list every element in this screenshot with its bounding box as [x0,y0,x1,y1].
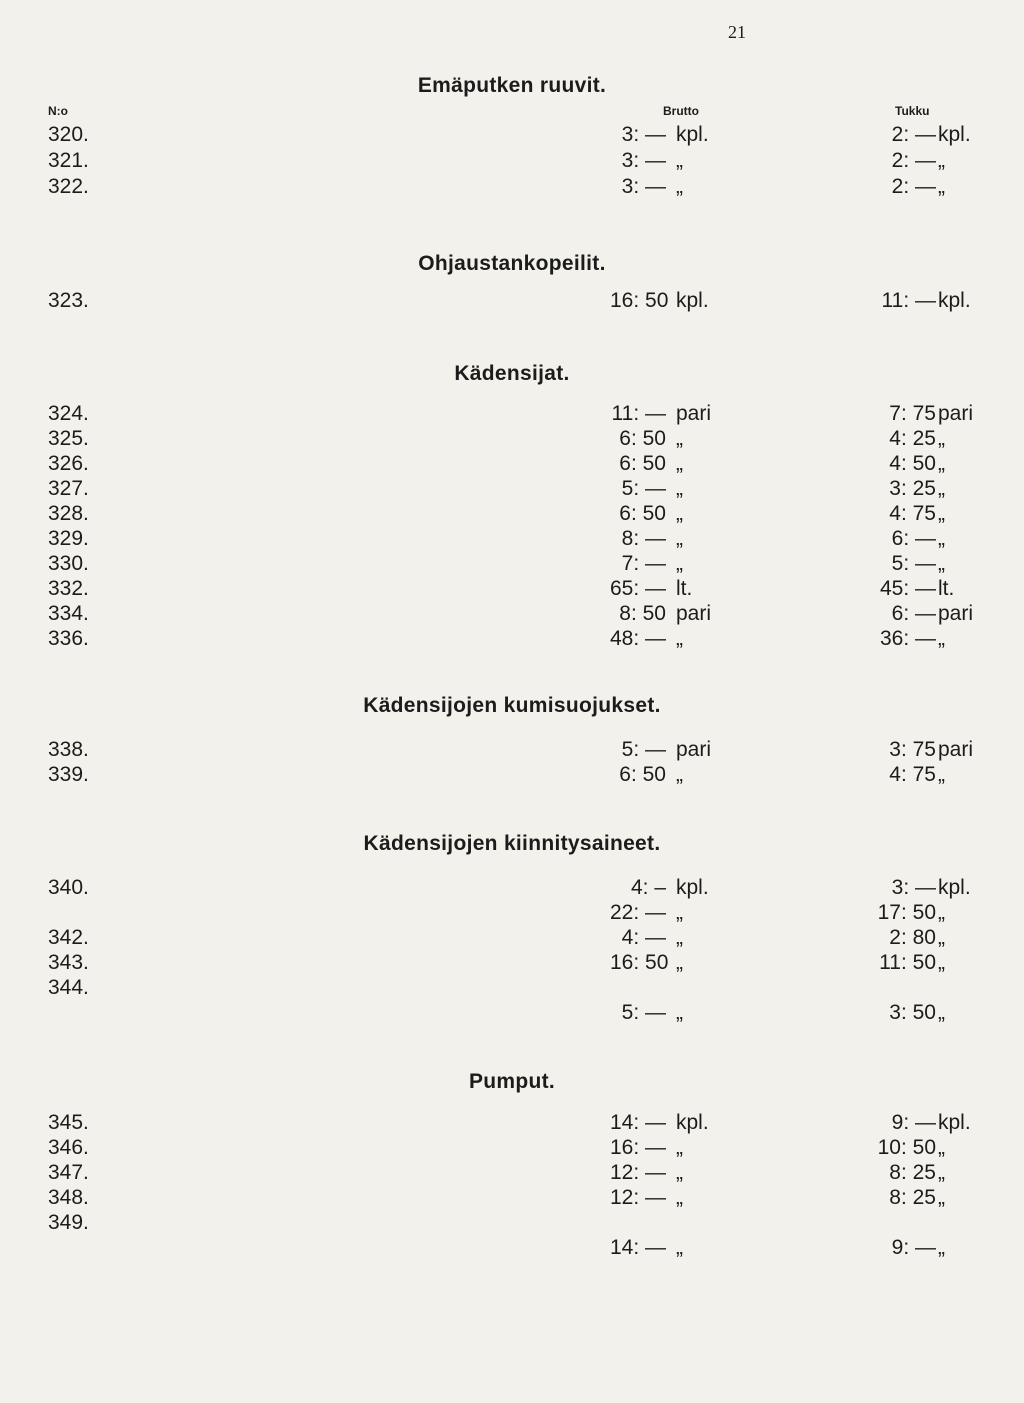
item-number: 343. [48,951,89,974]
brutto-price: 22: — [610,901,667,924]
brutto-price: 8: 50 [619,602,666,625]
section-heading: Kädensijat. [454,362,570,385]
price-row [0,401,1024,426]
tukku-price: 2: 80 [889,926,936,949]
price-row [0,601,1024,626]
tukku-unit: „ [938,477,945,500]
brutto-unit: „ [676,502,683,525]
item-number: 347. [48,1161,89,1184]
tukku-price: 9: — [891,1236,936,1259]
tukku-price: 4: 50 [889,452,936,475]
tukku-unit: „ [938,1186,945,1209]
brutto-unit: kpl. [676,289,709,312]
tukku-unit: „ [938,452,945,475]
brutto-unit: pari [676,402,712,425]
brutto-unit: kpl. [676,1111,709,1134]
brutto-unit: pari [676,602,712,625]
brutto-price: 11: — [611,402,666,425]
tukku-price: 11: — [881,289,936,312]
tukku-unit: pari [938,402,974,425]
tukku-price: 3: 25 [889,477,936,500]
tukku-unit: „ [938,901,945,924]
price-row [0,426,1024,451]
brutto-unit: „ [676,477,683,500]
item-number: 323. [48,289,89,312]
brutto-unit: „ [676,1001,683,1024]
brutto-price: 16: 50 [610,289,669,312]
tukku-unit: „ [938,175,945,198]
brutto-unit: „ [676,175,683,198]
price-row [0,737,1024,762]
price-row [0,925,1024,950]
tukku-unit: „ [938,1161,945,1184]
item-number: 324. [48,402,89,425]
brutto-price: 4: — [621,926,666,949]
item-number: 345. [48,1111,89,1134]
tukku-price: 3: — [891,876,936,899]
brutto-price: 6: 50 [619,427,666,450]
price-row [0,551,1024,576]
item-number: 330. [48,552,89,575]
tukku-price: 2: — [891,123,936,146]
price-row [0,1210,1024,1235]
item-number: 326. [48,452,89,475]
tukku-unit: pari [938,602,974,625]
brutto-unit: „ [676,763,683,786]
tukku-price: 7: 75 [889,402,936,425]
brutto-price: 16: — [610,1136,667,1159]
price-row [0,975,1024,1000]
price-row [0,1185,1024,1210]
column-header-no: N:o [48,104,68,118]
item-number: 329. [48,527,89,550]
brutto-price: 5: — [621,1001,666,1024]
tukku-price: 4: 25 [889,427,936,450]
tukku-unit: „ [938,552,945,575]
tukku-price: 8: 25 [889,1186,936,1209]
price-row [0,476,1024,501]
column-header-brutto: Brutto [663,104,699,118]
section-heading: Emäputken ruuvit. [417,74,607,97]
tukku-unit: pari [938,738,974,761]
price-row [0,626,1024,651]
tukku-unit: „ [938,1236,945,1259]
brutto-unit: pari [676,738,712,761]
brutto-price: 16: 50 [610,951,669,974]
brutto-unit: „ [676,1236,683,1259]
tukku-unit: kpl. [938,289,971,312]
section-heading: Kädensijojen kiinnitysaineet. [363,832,661,855]
brutto-unit: „ [676,1136,683,1159]
brutto-price: 65: — [610,577,667,600]
tukku-unit: „ [938,149,945,172]
tukku-price: 5: — [891,552,936,575]
brutto-price: 14: — [610,1111,667,1134]
item-number: 327. [48,477,89,500]
price-row [0,1135,1024,1160]
brutto-price: 3: — [621,149,666,172]
brutto-unit: „ [676,627,683,650]
item-number: 334. [48,602,89,625]
column-header-tukku: Tukku [895,104,930,118]
section-heading: Kädensijojen kumisuojukset. [363,694,661,717]
brutto-unit: kpl. [676,123,709,146]
price-row [0,1000,1024,1025]
item-number: 344. [48,976,89,999]
price-row [0,148,1024,173]
tukku-unit: „ [938,926,945,949]
brutto-price: 4: – [630,876,666,899]
item-number: 340. [48,876,89,899]
brutto-price: 48: — [610,627,667,650]
tukku-unit: „ [938,763,945,786]
item-number: 348. [48,1186,89,1209]
tukku-price: 2: — [891,149,936,172]
brutto-unit: „ [676,527,683,550]
item-number: 321. [48,149,89,172]
brutto-price: 3: — [621,175,666,198]
tukku-unit: „ [938,1001,945,1024]
brutto-price: 8: — [621,527,666,550]
brutto-unit: „ [676,552,683,575]
item-number: 339. [48,763,89,786]
brutto-price: 5: — [621,738,666,761]
tukku-price: 3: 50 [889,1001,936,1024]
tukku-unit: „ [938,627,945,650]
tukku-price: 17: 50 [877,901,936,924]
brutto-unit: „ [676,901,683,924]
price-row [0,1235,1024,1260]
brutto-unit: „ [676,149,683,172]
tukku-unit: „ [938,527,945,550]
item-number: 328. [48,502,89,525]
tukku-unit: „ [938,427,945,450]
item-number: 322. [48,175,89,198]
tukku-unit: „ [938,951,945,974]
section-heading: Pumput. [468,1070,556,1093]
tukku-unit: kpl. [938,123,971,146]
brutto-price: 14: — [610,1236,667,1259]
brutto-unit: „ [676,452,683,475]
brutto-unit: „ [676,951,683,974]
tukku-unit: kpl. [938,876,971,899]
price-row [0,900,1024,925]
brutto-price: 6: 50 [619,502,666,525]
brutto-price: 7: — [621,552,666,575]
brutto-unit: „ [676,427,683,450]
tukku-price: 4: 75 [889,763,936,786]
price-row [0,288,1024,313]
brutto-unit: lt. [676,577,693,600]
item-number: 336. [48,627,89,650]
brutto-unit: „ [676,1161,683,1184]
tukku-unit: kpl. [938,1111,971,1134]
price-row [0,174,1024,199]
tukku-unit: „ [938,1136,945,1159]
price-row [0,1160,1024,1185]
price-row [0,526,1024,551]
tukku-price: 9: — [891,1111,936,1134]
tukku-price: 2: — [891,175,936,198]
tukku-price: 45: — [879,577,936,600]
item-number: 342. [48,926,89,949]
item-number: 349. [48,1211,89,1234]
price-row [0,1110,1024,1135]
tukku-unit: „ [938,502,945,525]
tukku-price: 10: 50 [877,1136,936,1159]
brutto-price: 6: 50 [619,452,666,475]
brutto-price: 6: 50 [619,763,666,786]
brutto-unit: „ [676,926,683,949]
price-row [0,451,1024,476]
tukku-price: 6: — [891,527,936,550]
page-number: 21 [728,22,746,42]
item-number: 332. [48,577,89,600]
price-row [0,875,1024,900]
price-row [0,762,1024,787]
item-number: 338. [48,738,89,761]
item-number: 346. [48,1136,89,1159]
brutto-price: 12: — [610,1186,667,1209]
price-row [0,950,1024,975]
tukku-price: 8: 25 [889,1161,936,1184]
tukku-price: 11: 50 [879,951,936,974]
tukku-unit: lt. [938,577,955,600]
tukku-price: 36: — [879,627,936,650]
price-row [0,122,1024,147]
brutto-price: 12: — [610,1161,667,1184]
brutto-price: 3: — [621,123,666,146]
tukku-price: 4: 75 [889,502,936,525]
section-heading: Ohjaustankopeilit. [418,252,606,275]
tukku-price: 3: 75 [889,738,936,761]
price-row [0,576,1024,601]
price-row [0,501,1024,526]
brutto-unit: kpl. [676,876,709,899]
item-number: 320. [48,123,89,146]
item-number: 325. [48,427,89,450]
tukku-price: 6: — [891,602,936,625]
brutto-unit: „ [676,1186,683,1209]
brutto-price: 5: — [621,477,666,500]
